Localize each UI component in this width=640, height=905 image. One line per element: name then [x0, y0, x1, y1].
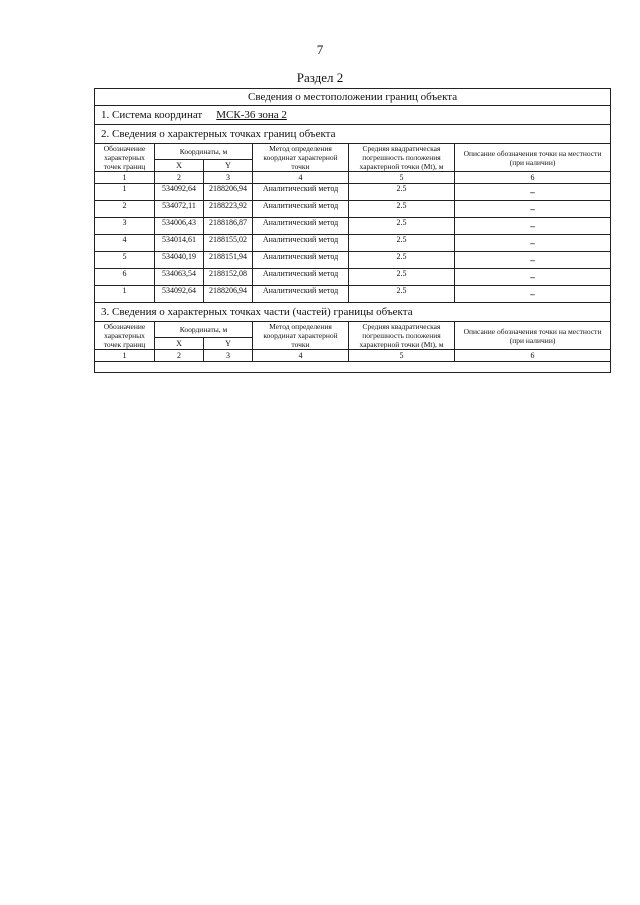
method: Аналитический метод: [253, 201, 349, 218]
coord-x: 534014,61: [155, 235, 204, 252]
column-number: 3: [204, 350, 253, 362]
column-number: 4: [253, 350, 349, 362]
point-id: 3: [95, 218, 155, 235]
header-point-designation: Обозначение характерных точек границ: [95, 144, 155, 172]
header-x: X: [155, 338, 204, 350]
coord-x: 534006,43: [155, 218, 204, 235]
table-row: [95, 184, 611, 201]
description: –: [455, 184, 611, 201]
method: Аналитический метод: [253, 286, 349, 303]
column-number: 1: [95, 172, 155, 184]
table-title: Сведения о местоположении границ объекта: [95, 89, 611, 106]
method: Аналитический метод: [253, 235, 349, 252]
column-number: 5: [349, 172, 455, 184]
header-y: Y: [204, 160, 253, 172]
table-row: [95, 252, 611, 269]
method: Аналитический метод: [253, 269, 349, 286]
header-method: Метод определения координат характерной точки: [253, 144, 349, 172]
accuracy: 2.5: [349, 184, 455, 201]
description: –: [455, 235, 611, 252]
section2-heading: 2. Сведения о характерных точках границ объекта: [95, 125, 611, 144]
point-id: 6: [95, 269, 155, 286]
table-row: [95, 218, 611, 235]
coordinate-system-row: [95, 106, 611, 125]
coordinate-system-value: МСК-36 зона 2: [216, 109, 287, 121]
coord-x: 534040,19: [155, 252, 204, 269]
header-y: Y: [204, 338, 253, 350]
point-id: 1: [95, 184, 155, 201]
header-accuracy: Средняя квадратическая погрешность положения характерной точки (Mt), м: [349, 322, 455, 350]
coord-y: 2188155,02: [204, 235, 253, 252]
method: Аналитический метод: [253, 252, 349, 269]
header-description: Описание обозначения точки на местности (при наличии): [455, 144, 611, 172]
coord-x: 534092,64: [155, 184, 204, 201]
header-coordinates: Координаты, м: [155, 322, 253, 338]
column-number: 4: [253, 172, 349, 184]
header-coordinates: Координаты, м: [155, 144, 253, 160]
coord-y: 2188206,94: [204, 286, 253, 303]
description: –: [455, 269, 611, 286]
accuracy: 2.5: [349, 235, 455, 252]
column-number: 5: [349, 350, 455, 362]
point-id: 1: [95, 286, 155, 303]
column-number: 2: [155, 350, 204, 362]
coord-y: 2188151,94: [204, 252, 253, 269]
table-row: [95, 286, 611, 303]
coord-x: 534072,11: [155, 201, 204, 218]
point-id: 2: [95, 201, 155, 218]
accuracy: 2.5: [349, 201, 455, 218]
table-row: [95, 269, 611, 286]
header-description: Описание обозначения точки на местности (при наличии): [455, 322, 611, 350]
description: –: [455, 201, 611, 218]
coord-y: 2188152,08: [204, 269, 253, 286]
coord-y: 2188206,94: [204, 184, 253, 201]
coord-x: 534063,54: [155, 269, 204, 286]
point-id: 4: [95, 235, 155, 252]
column-number: 1: [95, 350, 155, 362]
accuracy: 2.5: [349, 286, 455, 303]
coord-x: 534092,64: [155, 286, 204, 303]
method: Аналитический метод: [253, 218, 349, 235]
header-method: Метод определения координат характерной точки: [253, 322, 349, 350]
boundary-table: [94, 88, 611, 373]
description: –: [455, 286, 611, 303]
column-number: 6: [455, 350, 611, 362]
section-title: Раздел 2: [296, 70, 344, 85]
table-row: [95, 201, 611, 218]
accuracy: 2.5: [349, 252, 455, 269]
header-point-designation: Обозначение характерных точек границ: [95, 322, 155, 350]
column-number: 6: [455, 172, 611, 184]
header-x: X: [155, 160, 204, 172]
coord-y: 2188223,92: [204, 201, 253, 218]
column-number: 3: [204, 172, 253, 184]
column-number: 2: [155, 172, 204, 184]
method: Аналитический метод: [253, 184, 349, 201]
section3-heading: 3. Сведения о характерных точках части (частей) границы объекта: [95, 303, 611, 322]
description: –: [455, 252, 611, 269]
header-accuracy: Средняя квадратическая погрешность положения характерной точки (Mt), м: [349, 144, 455, 172]
accuracy: 2.5: [349, 218, 455, 235]
table-row: [95, 235, 611, 252]
page-number: 7: [316, 42, 324, 57]
empty-row: [95, 362, 611, 373]
description: –: [455, 218, 611, 235]
coordinate-system-label: 1. Система координат: [101, 109, 203, 121]
accuracy: 2.5: [349, 269, 455, 286]
coord-y: 2188186,87: [204, 218, 253, 235]
point-id: 5: [95, 252, 155, 269]
